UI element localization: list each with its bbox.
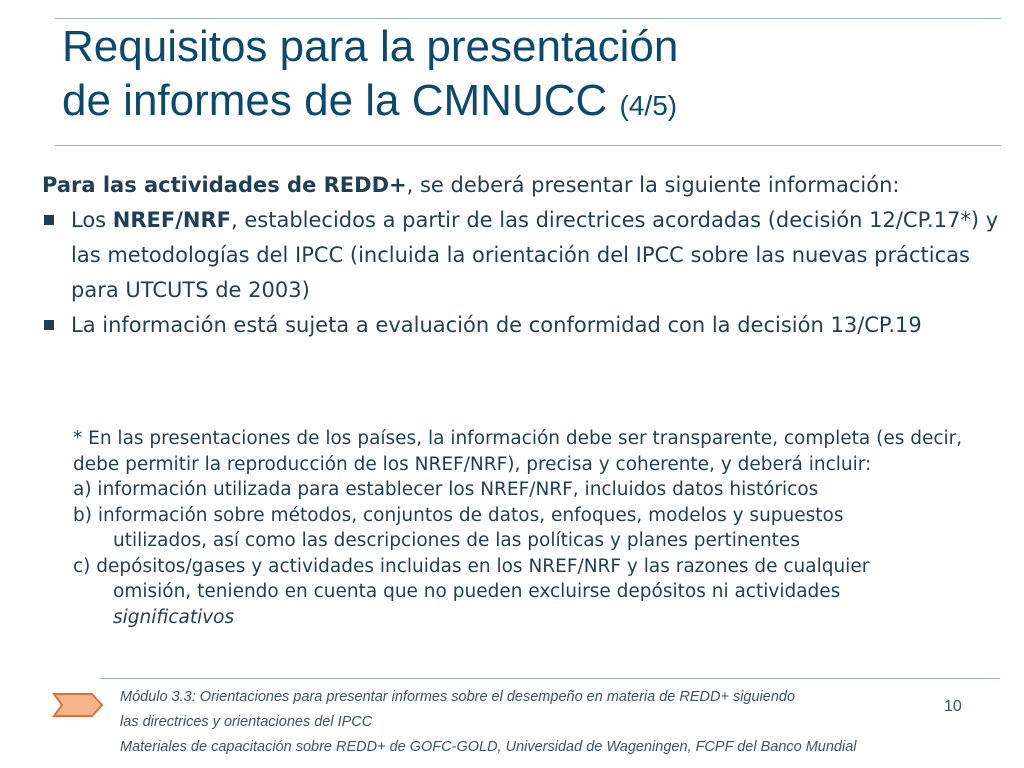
slide-title (62, 20, 992, 133)
note-intro: * En las presentaciones de los países, la información debe ser transparente, completa (es decir, debe permitir la reproducción de los NREF/NRF), precisa y coherente, y deberá incluir: (73, 428, 963, 475)
bullet-item-1 (42, 203, 1002, 308)
note-item-a: a) información utilizada para establecer los NREF/NRF, incluidos datos históricos (73, 479, 819, 500)
main-content (42, 168, 1002, 343)
chevron-arrow-icon (52, 692, 104, 718)
note-item-c: c) depósitos/gases y actividades incluidas en los NREF/NRF y las razones de cualquier (73, 555, 870, 577)
intro-bold: Para las actividades de REDD+ (42, 173, 407, 197)
square-bullet-icon (44, 215, 54, 225)
note-item-c-cont: omisión, teniendo en cuenta que no pueden excluirse depósitos ni actividades (113, 581, 841, 602)
title-line-1: Requisitos para la presentación (62, 22, 679, 71)
page-number: 10 (944, 698, 962, 715)
note-item-b-cont: utilizados, así como las descripciones de las políticas y planes pertinentes (113, 530, 800, 551)
footer-rule (100, 678, 1000, 679)
square-bullet-icon (44, 320, 54, 330)
intro-rest: , se deberá presentar la siguiente información: (406, 173, 900, 197)
footer-line-2: las directrices y orientaciones del IPCC (120, 714, 373, 730)
title-line-2-text: de informes de la CMNUCC (62, 76, 608, 125)
title-line-2 (62, 74, 992, 133)
footer-line-3: Materiales de capacitación sobre REDD+ de GOFC-GOLD, Universidad de Wageningen, FCPF del Banco Mundial (120, 739, 857, 755)
bullet-1-bold: NREF/NRF (112, 208, 231, 232)
intro-paragraph (42, 168, 1002, 203)
bullet-1-pre: Los (71, 208, 113, 232)
note-item-b: b) información sobre métodos, conjuntos de datos, enfoques, modelos y supuestos (73, 504, 844, 526)
top-rule (55, 18, 1001, 19)
bullet-1-post: , establecidos a partir de las directrices acordadas (decisión 12/CP.17*) y las metodologías del IPCC (incluida la orientación del IPCC sobre las nuevas prácticas para UTCUTS de 2003) (71, 208, 999, 302)
footnote-block (73, 426, 1008, 630)
note-italic-word: significativos (113, 606, 235, 628)
note-item-c-italic (73, 605, 1008, 631)
footer-line-1: Módulo 3.3: Orientaciones para presentar informes sobre el desempeño en materia de REDD+ siguiendo (120, 689, 796, 705)
title-bottom-rule (55, 145, 1001, 146)
footer-caption (120, 685, 920, 760)
title-part-indicator: (4/5) (619, 90, 678, 121)
bullet-2-text: La información está sujeta a evaluación de conformidad con la decisión 13/CP.19 (71, 313, 922, 337)
bullet-item-2 (42, 308, 1002, 343)
